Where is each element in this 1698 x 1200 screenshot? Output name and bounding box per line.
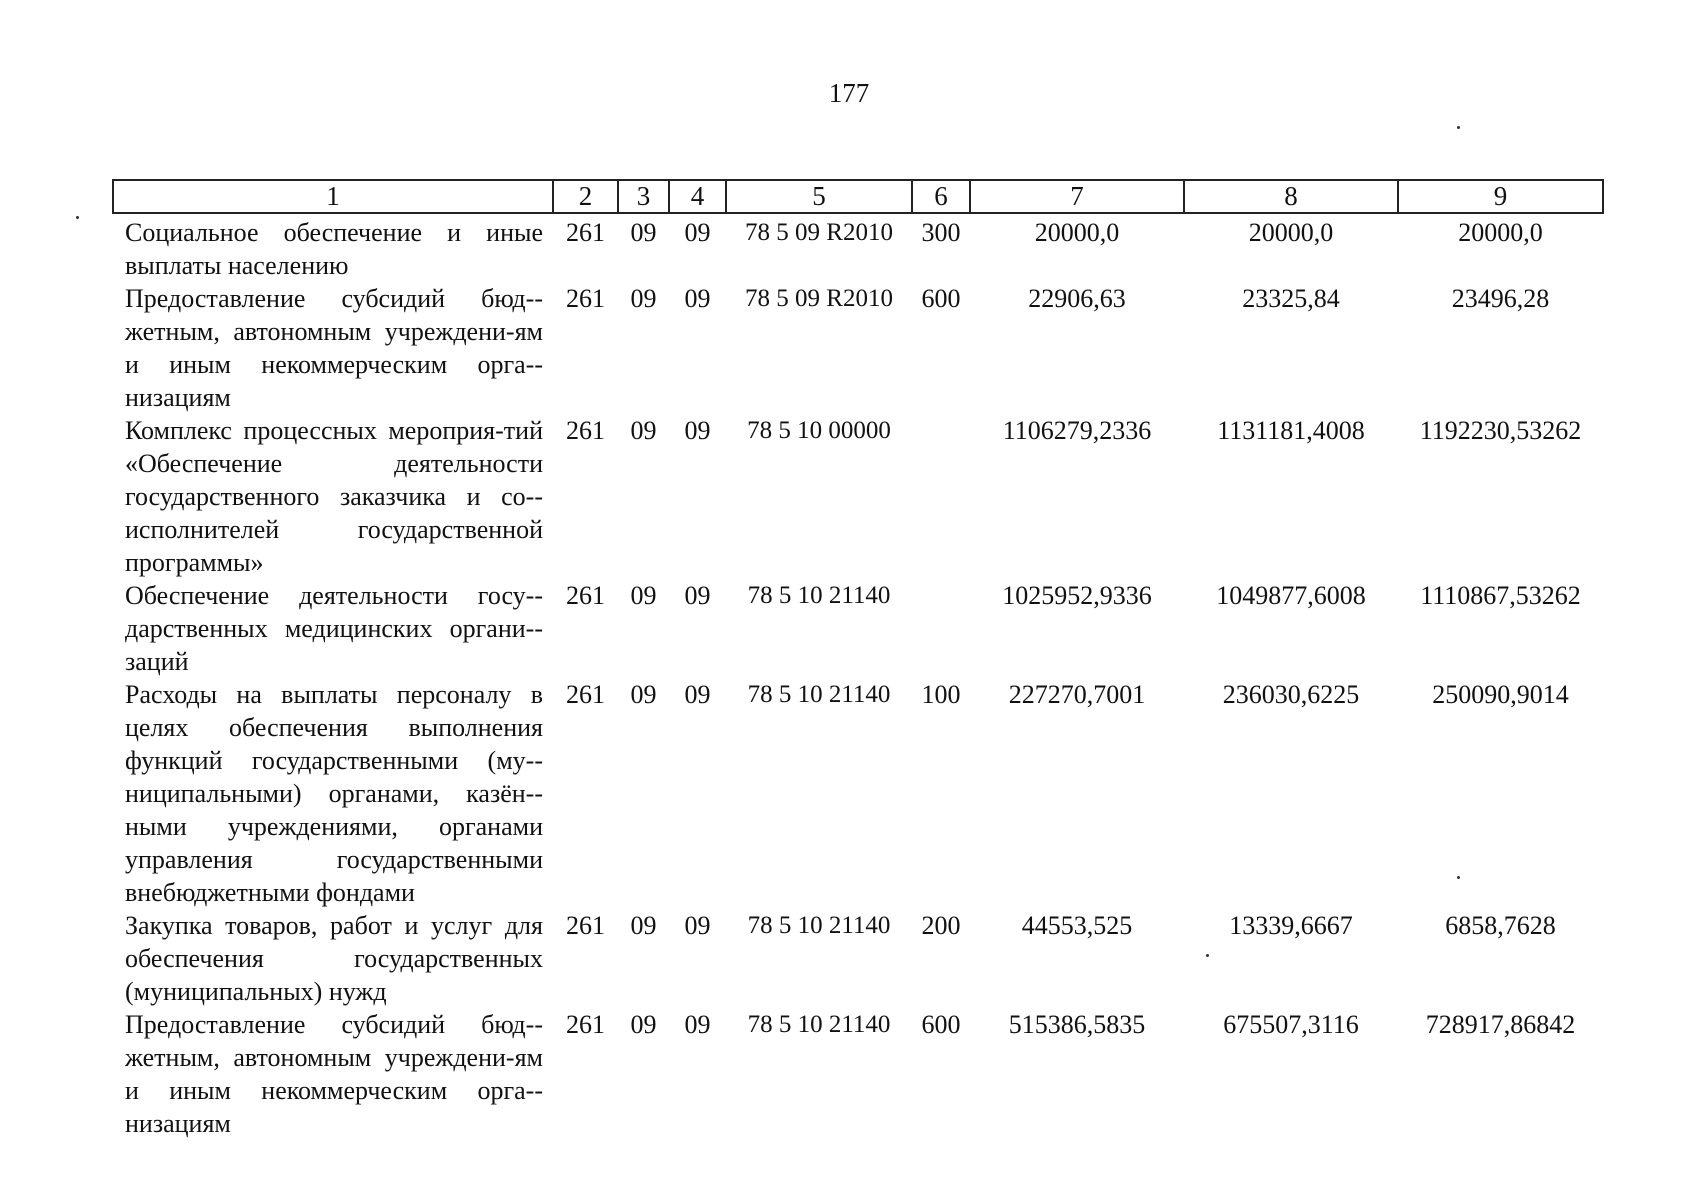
cell-col2: 261 <box>566 680 605 709</box>
cell-col3: 09 <box>630 911 657 940</box>
table-row <box>113 909 1603 1008</box>
cell-col9: 1192230,53262 <box>1419 416 1582 445</box>
cell-col2: 261 <box>566 911 605 940</box>
header-cell: 5 <box>726 180 912 213</box>
cell-col4: 09 <box>684 680 711 709</box>
cell-col9: 1110867,53262 <box>1420 581 1581 610</box>
cell-col4: 09 <box>684 284 711 313</box>
row-name: Социальное обеспечение и иные выплаты населению <box>125 218 543 280</box>
page-number: 177 <box>828 78 870 108</box>
header-cell: 2 <box>553 180 618 213</box>
cell-col4: 09 <box>684 581 711 610</box>
header-cell: 7 <box>970 180 1184 213</box>
cell-col6: 200 <box>921 911 961 940</box>
cell-col5: 78 5 09 R2010 <box>745 219 893 246</box>
cell-col7: 20000,0 <box>1034 218 1120 247</box>
cell-col8: 1131181,4008 <box>1217 416 1365 445</box>
header-cell: 8 <box>1184 180 1398 213</box>
cell-col2: 261 <box>566 284 605 313</box>
cell-col5: 78 5 10 21140 <box>747 681 891 708</box>
cell-col7: 1106279,2336 <box>1002 416 1152 445</box>
row-name: Расходы на выплаты персоналу в целях обеспечения выполнения функций государственными (му-ниципальными) органами, казён-ными учреждениями, органами управления государственными внебюджетными фондами <box>125 680 543 907</box>
cell-col4: 09 <box>684 218 711 247</box>
cell-col5: 78 5 09 R2010 <box>745 285 893 312</box>
scan-speck <box>1457 126 1460 129</box>
cell-col8: 20000,0 <box>1248 218 1334 247</box>
header-cell: 4 <box>669 180 726 213</box>
cell-col6: 100 <box>921 680 961 709</box>
cell-col3: 09 <box>630 284 657 313</box>
cell-col6 <box>912 579 970 678</box>
row-name: Обеспечение деятельности госу-дарственных медицинских органи-заций <box>125 581 543 676</box>
cell-col9: 6858,7628 <box>1445 911 1556 940</box>
cell-col8: 13339,6667 <box>1229 911 1353 940</box>
cell-col9: 250090,9014 <box>1432 680 1569 709</box>
cell-col8: 675507,3116 <box>1223 1010 1359 1039</box>
header-cell: 3 <box>618 180 669 213</box>
cell-col5: 78 5 10 21140 <box>747 582 891 609</box>
cell-col6: 300 <box>921 218 961 247</box>
cell-col8: 1049877,6008 <box>1216 581 1366 610</box>
table-row <box>113 414 1603 579</box>
row-name: Закупка товаров, работ и услуг для обеспечения государственных (муниципальных) нужд <box>125 911 543 1006</box>
cell-col3: 09 <box>630 1010 657 1039</box>
cell-col4: 09 <box>684 911 711 940</box>
cell-col2: 261 <box>566 416 605 445</box>
cell-col6: 600 <box>921 284 961 313</box>
table-row <box>113 1008 1603 1140</box>
cell-col7: 22906,63 <box>1028 284 1126 313</box>
scan-speck <box>1206 954 1209 957</box>
cell-col6: 600 <box>921 1010 961 1039</box>
cell-col7: 44553,525 <box>1021 911 1133 940</box>
cell-col7: 515386,5835 <box>1008 1010 1146 1039</box>
cell-col9: 23496,28 <box>1451 284 1550 313</box>
cell-col3: 09 <box>630 416 657 445</box>
header-cell: 6 <box>912 180 970 213</box>
cell-col3: 09 <box>630 218 657 247</box>
row-name: Предоставление субсидий бюд-жетным, автономным учреждени-ям и иным некоммерческим орга-низациям <box>125 284 543 412</box>
header-cell: 1 <box>113 180 553 213</box>
table-row <box>113 579 1603 678</box>
cell-col5: 78 5 10 21140 <box>747 912 891 939</box>
table-row <box>113 213 1603 282</box>
cell-col7: 227270,7001 <box>1008 680 1146 709</box>
cell-col4: 09 <box>684 1010 711 1039</box>
scan-speck <box>1457 876 1460 879</box>
cell-col9: 20000,0 <box>1458 218 1543 247</box>
cell-col5: 78 5 10 21140 <box>747 1011 891 1038</box>
table-row <box>113 678 1603 909</box>
cell-col2: 261 <box>566 218 605 247</box>
table-row <box>113 282 1603 414</box>
cell-col3: 09 <box>630 680 657 709</box>
table-body <box>113 213 1603 1140</box>
header-row <box>113 180 1603 213</box>
cell-col2: 261 <box>566 581 605 610</box>
cell-col2: 261 <box>566 1010 605 1039</box>
cell-col4: 09 <box>684 416 711 445</box>
scan-speck <box>76 216 79 219</box>
cell-col8: 23325,84 <box>1242 284 1340 313</box>
cell-col3: 09 <box>630 581 657 610</box>
cell-col5: 78 5 10 00000 <box>747 417 891 444</box>
cell-col6 <box>912 414 970 579</box>
cell-col8: 236030,6225 <box>1222 680 1360 709</box>
cell-col7: 1025952,9336 <box>1002 581 1152 610</box>
header-cell: 9 <box>1398 180 1603 213</box>
row-name: Предоставление субсидий бюд-жетным, автономным учреждени-ям и иным некоммерческим орга-низациям <box>125 1010 543 1138</box>
cell-col9: 728917,86842 <box>1425 1010 1576 1039</box>
budget-table <box>112 179 1604 1140</box>
table-header <box>113 180 1603 213</box>
row-name: Комплекс процессных мероприя-тий «Обеспечение деятельности государственного заказчика и со-исполнителей государственной программы» <box>125 416 543 577</box>
